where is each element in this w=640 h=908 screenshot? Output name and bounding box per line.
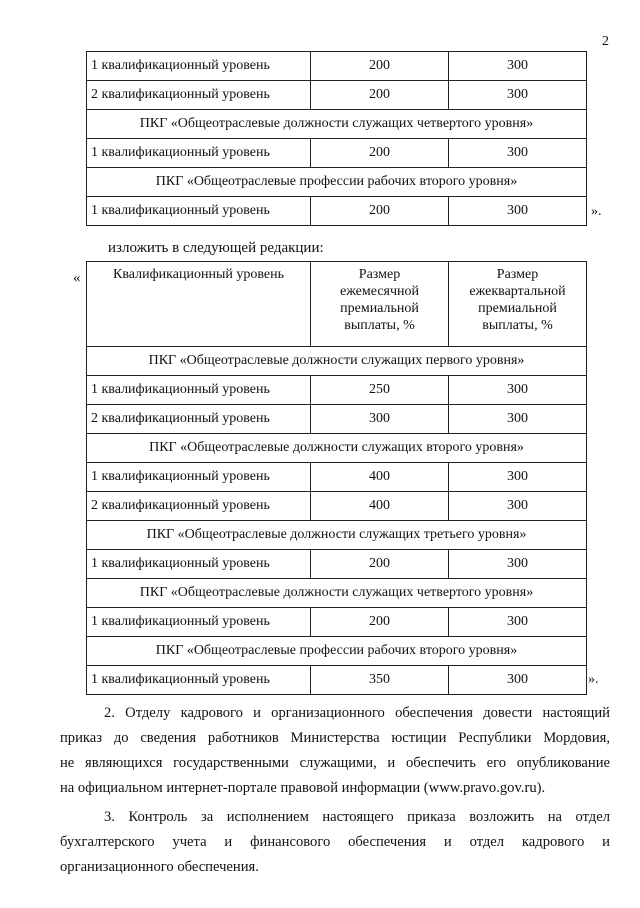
level-cell: 1 квалификационный уровень [87, 52, 311, 81]
level-cell: 2 квалификационный уровень [87, 492, 311, 521]
quarterly-cell: 300 [449, 139, 587, 168]
old-premium-table [86, 51, 587, 226]
header-monthly-line: выплаты, % [344, 318, 415, 333]
table-row [87, 463, 587, 492]
monthly-cell: 350 [311, 666, 449, 695]
monthly-cell: 200 [311, 52, 449, 81]
paragraph-2 [60, 701, 610, 801]
group-row [87, 434, 587, 463]
table-row [87, 376, 587, 405]
page-number: 2 [602, 34, 609, 49]
paragraph-line: на официальном интернет-портале правовой информации (www.pravo.gov.ru). [60, 780, 546, 796]
table-row [87, 492, 587, 521]
monthly-cell: 200 [311, 550, 449, 579]
paragraph-line: организационного обеспечения. [60, 859, 259, 875]
header-monthly-line: Размер [358, 267, 401, 282]
group-title: ПКГ «Общеотраслевые должности служащих первого уровня» [87, 347, 587, 376]
header-quarterly-line: выплаты, % [482, 318, 553, 333]
header-level: Квалификационный уровень [87, 262, 311, 347]
monthly-cell: 400 [311, 463, 449, 492]
monthly-cell: 250 [311, 376, 449, 405]
monthly-cell: 200 [311, 81, 449, 110]
group-row [87, 637, 587, 666]
level-cell: 1 квалификационный уровень [87, 550, 311, 579]
table-header-row [87, 262, 587, 347]
table-row [87, 666, 587, 695]
header-quarterly-line: Размер [496, 267, 539, 282]
quarterly-cell: 300 [449, 376, 587, 405]
table-row [87, 550, 587, 579]
paragraph-line: не являющихся государственными служащими, и обеспечить его опубликование [60, 755, 610, 771]
table-row [87, 608, 587, 637]
level-cell: 2 квалификационный уровень [87, 405, 311, 434]
paragraph-3 [60, 805, 610, 880]
group-row [87, 579, 587, 608]
header-quarterly [449, 262, 587, 347]
monthly-cell: 400 [311, 492, 449, 521]
group-row [87, 347, 587, 376]
old-table-closing-mark: ». [591, 204, 602, 219]
group-title: ПКГ «Общеотраслевые должности служащих третьего уровня» [87, 521, 587, 550]
group-title: ПКГ «Общеотраслевые должности служащих четвертого уровня» [87, 579, 587, 608]
table-row [87, 405, 587, 434]
table-row [87, 52, 587, 81]
quarterly-cell: 300 [449, 81, 587, 110]
header-monthly [311, 262, 449, 347]
group-row [87, 168, 587, 197]
level-cell: 1 квалификационный уровень [87, 463, 311, 492]
intro-text: изложить в следующей редакции: [108, 240, 324, 256]
level-cell: 2 квалификационный уровень [87, 81, 311, 110]
monthly-cell: 200 [311, 197, 449, 226]
group-row [87, 521, 587, 550]
group-title: ПКГ «Общеотраслевые профессии рабочих второго уровня» [87, 637, 587, 666]
group-title: ПКГ «Общеотраслевые должности служащих четвертого уровня» [87, 110, 587, 139]
level-cell: 1 квалификационный уровень [87, 139, 311, 168]
paragraph-line: приказ до сведения работников Министерства юстиции Республики Мордовия, [60, 730, 610, 746]
paragraph-line: 3. Контроль за исполнением настоящего приказа возложить на отдел [104, 809, 610, 825]
quarterly-cell: 300 [449, 492, 587, 521]
header-quarterly-line: премиальной [478, 301, 557, 316]
quarterly-cell: 300 [449, 197, 587, 226]
monthly-cell: 200 [311, 139, 449, 168]
quarterly-cell: 300 [449, 666, 587, 695]
level-cell: 1 квалификационный уровень [87, 608, 311, 637]
level-cell: 1 квалификационный уровень [87, 666, 311, 695]
header-monthly-line: ежемесячной [339, 284, 420, 299]
new-premium-table [86, 261, 587, 695]
new-table-closing-mark: ». [588, 672, 599, 687]
quarterly-cell: 300 [449, 463, 587, 492]
level-cell: 1 квалификационный уровень [87, 376, 311, 405]
quarterly-cell: 300 [449, 608, 587, 637]
table-row [87, 197, 587, 226]
header-quarterly-line: ежеквартальной [469, 284, 566, 299]
monthly-cell: 300 [311, 405, 449, 434]
header-monthly-line: премиальной [340, 301, 419, 316]
table-row [87, 81, 587, 110]
group-title: ПКГ «Общеотраслевые профессии рабочих второго уровня» [87, 168, 587, 197]
quarterly-cell: 300 [449, 550, 587, 579]
level-cell: 1 квалификационный уровень [87, 197, 311, 226]
paragraph-line: 2. Отделу кадрового и организационного обеспечения довести настоящий [104, 705, 610, 721]
opening-quote: « [73, 270, 81, 286]
paragraph-line: бухгалтерского учета и финансового обеспечения и отдел кадрового и [60, 834, 610, 850]
group-row [87, 110, 587, 139]
quarterly-cell: 300 [449, 405, 587, 434]
quarterly-cell: 300 [449, 52, 587, 81]
table-row [87, 139, 587, 168]
group-title: ПКГ «Общеотраслевые должности служащих второго уровня» [87, 434, 587, 463]
monthly-cell: 200 [311, 608, 449, 637]
